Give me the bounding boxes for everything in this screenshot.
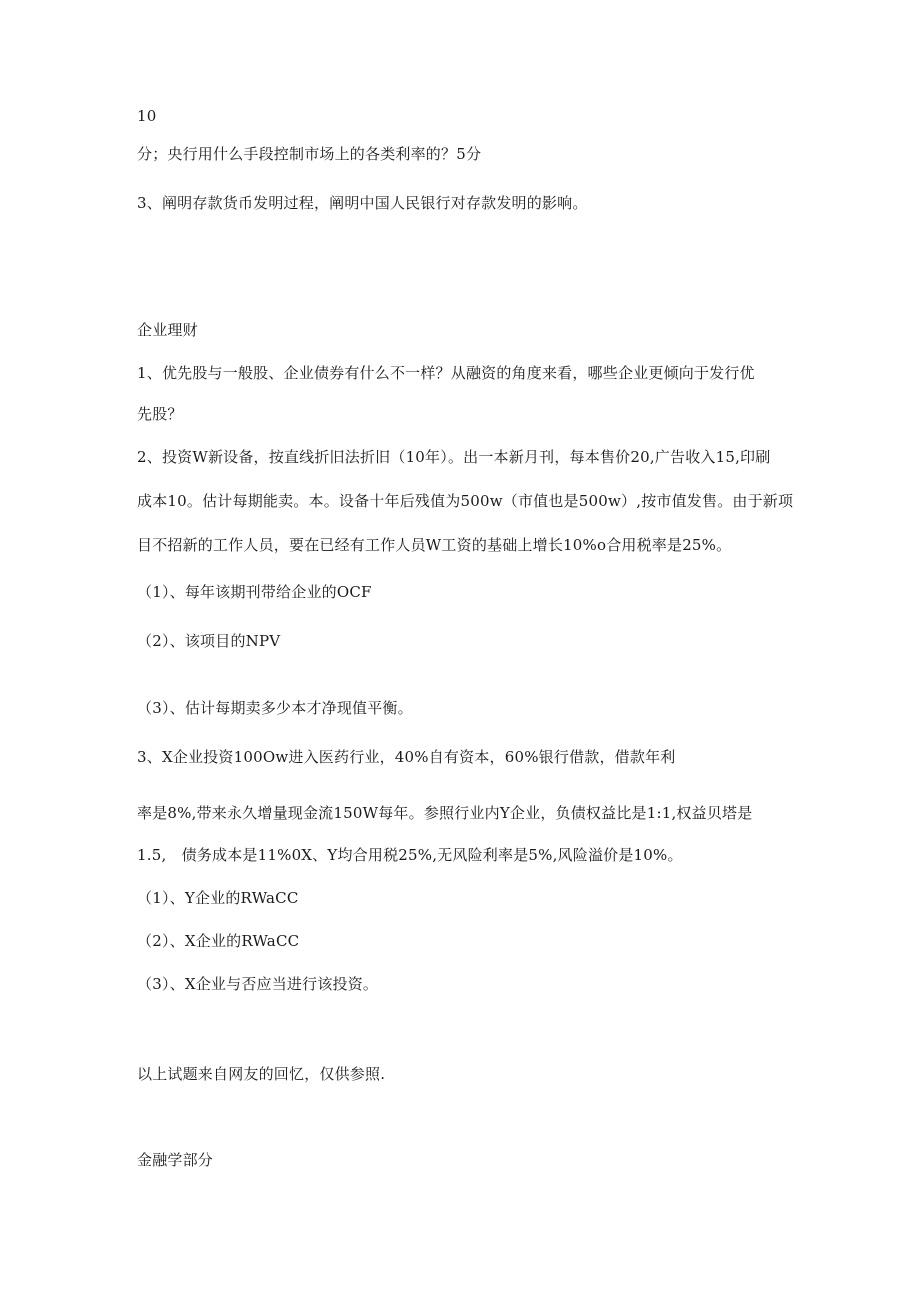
text-line-q1-part2: 先股？ bbox=[137, 405, 183, 423]
text-line-q3-part2: 率是8%,带来永久增量现金流150W每年。参照行业内Y企业，负债权益比是1:1,权益贝塔是 bbox=[137, 804, 753, 822]
text-line-q3-sub3: （3）、X企业与否应当进行该投资。 bbox=[137, 975, 379, 993]
text-line-q3-part3: 1.5, 债务成本是11%0X、Y均合用税25%,无风险利率是5%,风险溢价是10%。 bbox=[137, 846, 683, 864]
text-line-page-number: 10 bbox=[137, 107, 157, 125]
section-heading-finance: 金融学部分 bbox=[137, 1151, 214, 1169]
text-line-q1-part1: 1、优先股与一般股、企业债券有什么不一样？从融资的角度来看，哪些企业更倾向于发行优 bbox=[137, 364, 755, 382]
text-line-question-fragment: 分；央行用什么手段控制市场上的各类利率的？5分 bbox=[137, 145, 482, 163]
text-line-note: 以上试题来自网友的回忆，仅供参照. bbox=[137, 1065, 386, 1083]
text-line-question-3: 3、阐明存款货币发明过程，阐明中国人民银行对存款发明的影响。 bbox=[137, 194, 588, 212]
text-line-q2-part3: 目不招新的工作人员，要在已经有工作人员W工资的基础上增长10%o合用税率是25%。 bbox=[137, 536, 732, 554]
text-line-q2-sub2: （2）、该项目的NPV bbox=[137, 632, 281, 650]
text-line-q3-sub2: （2）、X企业的RWaCC bbox=[137, 932, 300, 950]
text-line-q2-sub3: （3）、估计每期卖多少本才净现值平衡。 bbox=[137, 699, 413, 717]
text-line-q2-sub1: （1）、每年该期刊带给企业的OCF bbox=[137, 583, 372, 601]
text-line-q3-sub1: （1）、Y企业的RWaCC bbox=[137, 889, 299, 907]
text-line-q2-part2: 成本10。估计每期能卖。本。设备十年后残值为500w（市值也是500w）,按市值发售。由于新项 bbox=[137, 492, 794, 510]
section-heading-corporate-finance: 企业理财 bbox=[137, 321, 198, 339]
text-line-q3-part1: 3、X企业投资100Ow进入医药行业，40%自有资本，60%银行借款，借款年利 bbox=[137, 748, 676, 766]
text-line-q2-part1: 2、投资W新设备，按直线折旧法折旧（10年）。出一本新月刊，每本售价20,广告收入15,印刷 bbox=[137, 448, 771, 466]
